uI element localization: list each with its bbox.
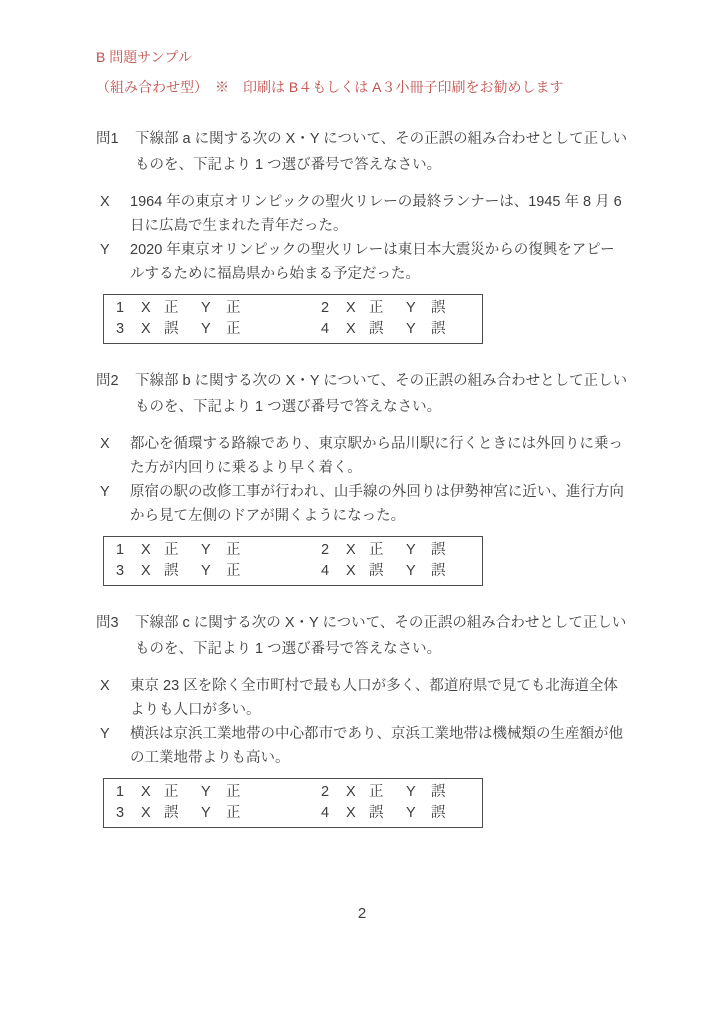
doc-title: B 問題サンプル [96,49,192,65]
option-number: 3 [116,805,125,821]
option-y-label: Y [406,542,416,558]
question-label: 問3 [96,615,119,631]
statement-label: X [100,436,110,452]
statement-text: 都心を循環する路線であり、東京駅から品川駅に行くときには外回りに乗った方が内回りに乗るより早く着く。 [130,436,623,476]
statement-x [96,432,628,480]
question-prompt: 下線部 b に関する次の X・Y について、その正誤の組み合わせとして正しいものを、下記より 1 つ選び番号で答えなさい。 [135,373,628,415]
statement-text: 2020 年東京オリンピックの聖火リレーは東日本大震災からの復興をアピールするために福島県から始まる予定だった。 [130,242,615,282]
answer-option-2 [321,540,482,561]
option-y-label: Y [201,784,211,800]
option-x-label: X [346,563,356,579]
options-grid [116,540,482,582]
question-block-2 [96,368,628,586]
statements [96,432,628,528]
answer-option-1 [116,298,321,319]
answer-option-3 [116,319,321,340]
answer-option-3 [116,803,321,824]
option-x-label: X [141,542,151,558]
option-number: 4 [321,563,330,579]
statement-x [96,190,628,238]
statement-y [96,722,628,770]
question-block-3 [96,610,628,828]
statement-label: Y [100,242,110,258]
option-y-value: 正 [226,542,241,558]
option-number: 4 [321,805,330,821]
option-y-label: Y [201,300,211,316]
option-y-value: 誤 [431,563,446,579]
option-y-label: Y [406,321,416,337]
statement-y [96,238,628,286]
option-number: 2 [321,784,330,800]
option-y-value: 正 [226,321,241,337]
option-number: 1 [116,542,125,558]
question-prompt-row [96,610,628,662]
option-x-value: 誤 [164,321,179,337]
option-y-value: 正 [226,563,241,579]
option-x-label: X [346,300,356,316]
statement-text: 原宿の駅の改修工事が行われ、山手線の外回りは伊勢神宮に近い、進行方向から見て左側のドアが開くようになった。 [130,484,624,524]
answer-options-box [103,294,483,344]
options-grid [116,782,482,824]
answer-option-1 [116,540,321,561]
answer-option-2 [321,298,482,319]
option-y-value: 正 [226,784,241,800]
page-number: 2 [357,905,367,922]
option-number: 1 [116,300,125,316]
option-number: 4 [321,321,330,337]
option-y-value: 正 [226,805,241,821]
answer-option-4 [321,319,482,340]
option-x-label: X [346,784,356,800]
option-number: 3 [116,563,125,579]
option-number: 1 [116,784,125,800]
answer-option-4 [321,561,482,582]
answer-option-2 [321,782,482,803]
statement-text: 横浜は京浜工業地帯の中心都市であり、京浜工業地帯は機械類の生産額が他の工業地帯よりも高い。 [130,726,623,766]
answer-option-1 [116,782,321,803]
statements [96,674,628,770]
option-x-value: 誤 [369,805,384,821]
statement-text: 1964 年の東京オリンピックの聖火リレーの最終ランナーは、1945 年 8 月 6 日に広島で生まれた青年だった。 [130,194,622,234]
statement-label: X [100,678,110,694]
option-x-value: 正 [369,300,384,316]
option-x-value: 正 [164,542,179,558]
option-y-value: 正 [226,300,241,316]
option-y-value: 誤 [431,542,446,558]
question-prompt-row [96,368,628,420]
option-x-value: 正 [164,784,179,800]
option-y-label: Y [201,563,211,579]
statement-text: 東京 23 区を除く全市町村で最も人口が多く、都道府県で見ても北海道全体よりも人口が多い。 [130,678,618,718]
option-x-value: 誤 [369,563,384,579]
option-y-label: Y [406,784,416,800]
option-number: 2 [321,300,330,316]
option-y-value: 誤 [431,300,446,316]
option-x-label: X [346,805,356,821]
option-x-value: 誤 [369,321,384,337]
option-number: 2 [321,542,330,558]
option-x-value: 正 [164,300,179,316]
doc-header [96,42,628,102]
option-x-label: X [141,321,151,337]
option-y-label: Y [406,300,416,316]
statement-y [96,480,628,528]
question-prompt: 下線部 c に関する次の X・Y について、その正誤の組み合わせとして正しいものを、下記より 1 つ選び番号で答えなさい。 [135,615,627,657]
doc-subtitle: （組み合わせ型） ※ 印刷は B４もしくは A３小冊子印刷をお勧めします [96,79,564,95]
question-prompt: 下線部 a に関する次の X・Y について、その正誤の組み合わせとして正しいものを、下記より 1 つ選び番号で答えなさい。 [135,131,628,173]
answer-options-box [103,536,483,586]
question-label: 問2 [96,373,119,389]
option-number: 3 [116,321,125,337]
option-x-label: X [141,784,151,800]
question-label: 問1 [96,131,119,147]
statements [96,190,628,286]
answer-option-4 [321,803,482,824]
answer-option-3 [116,561,321,582]
question-block-1 [96,126,628,344]
option-x-label: X [346,321,356,337]
option-y-value: 誤 [431,784,446,800]
option-x-label: X [141,300,151,316]
statement-label: X [100,194,110,210]
option-x-value: 正 [369,784,384,800]
option-x-value: 正 [369,542,384,558]
option-x-value: 誤 [164,563,179,579]
answer-options-box [103,778,483,828]
option-y-label: Y [406,563,416,579]
options-grid [116,298,482,340]
option-x-value: 誤 [164,805,179,821]
option-y-label: Y [201,542,211,558]
option-y-label: Y [201,321,211,337]
option-x-label: X [141,805,151,821]
option-x-label: X [346,542,356,558]
option-y-label: Y [201,805,211,821]
option-y-value: 誤 [431,805,446,821]
option-y-value: 誤 [431,321,446,337]
statement-label: Y [100,726,110,742]
option-y-label: Y [406,805,416,821]
question-prompt-row [96,126,628,178]
statement-label: Y [100,484,110,500]
statement-x [96,674,628,722]
option-x-label: X [141,563,151,579]
